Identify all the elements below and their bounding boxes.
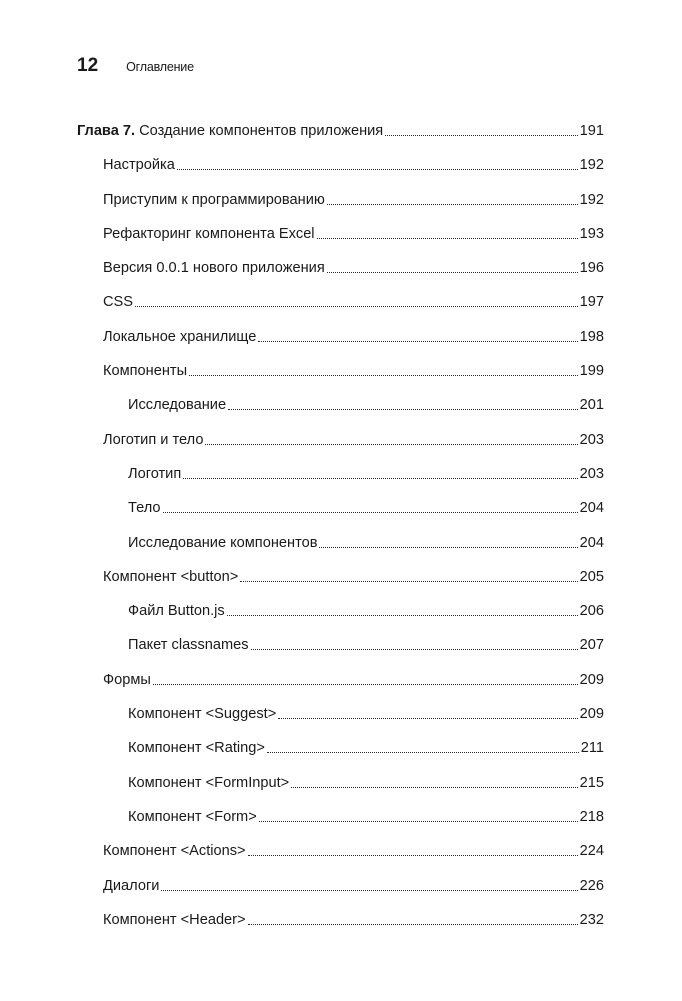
- toc-page-number: 209: [579, 706, 604, 723]
- toc-entry: [77, 277, 604, 311]
- toc-entry: [77, 895, 604, 929]
- toc-page-number: 224: [579, 843, 604, 860]
- toc-page-number: 203: [579, 431, 604, 448]
- toc-entry-label: Компонент <Header>: [103, 911, 246, 928]
- running-title: Оглавление: [126, 60, 194, 74]
- toc-page-number: 203: [579, 465, 604, 482]
- toc-page-number: 215: [579, 774, 604, 791]
- toc-entry-label: Логотип: [128, 465, 182, 482]
- toc-entry: [77, 346, 604, 380]
- chapter-title: Создание компонентов приложения: [135, 123, 384, 139]
- toc-page-number: 205: [579, 568, 604, 585]
- toc-entry: [77, 243, 604, 277]
- toc-entry: [77, 689, 604, 723]
- toc-entry-label: Компонент <Suggest>: [128, 706, 277, 723]
- toc-page-number: 207: [579, 637, 604, 654]
- toc-page-number: 199: [579, 363, 604, 380]
- toc-entry-label: Компонент <Rating>: [128, 740, 265, 757]
- toc-entry: [77, 552, 604, 586]
- toc-entry-label: Компонент <Form>: [128, 808, 257, 825]
- dot-leader: [258, 341, 577, 342]
- toc-entry: [77, 757, 604, 791]
- toc-page-number: 204: [579, 534, 604, 551]
- toc-entry-label: Пакет classnames: [128, 637, 249, 654]
- dot-leader: [327, 204, 578, 205]
- toc-entry-label: Тело: [128, 500, 161, 517]
- toc-page-number: 192: [579, 191, 604, 208]
- dot-leader: [205, 444, 577, 445]
- toc-entry: [77, 483, 604, 517]
- toc-entry-label: Компонент <Actions>: [103, 843, 246, 860]
- dot-leader: [327, 272, 578, 273]
- toc-entry: [77, 826, 604, 860]
- toc-page-number: 218: [579, 808, 604, 825]
- toc-entry-label: Рефакторинг компонента Excel: [103, 225, 315, 242]
- toc-page-number: 193: [579, 225, 604, 242]
- dot-leader: [183, 478, 577, 479]
- toc-entry: [77, 311, 604, 345]
- toc-entry-label: Файл Button.js: [128, 603, 225, 620]
- dot-leader: [248, 855, 578, 856]
- dot-leader: [278, 718, 577, 719]
- chapter-number: Глава 7.: [77, 123, 136, 139]
- toc-page-number: 232: [579, 911, 604, 928]
- dot-leader: [153, 684, 578, 685]
- toc-entry-label: CSS: [103, 294, 134, 311]
- dot-leader: [227, 615, 578, 616]
- toc-entry: [77, 380, 604, 414]
- dot-leader: [267, 752, 579, 753]
- dot-leader: [259, 821, 578, 822]
- toc-entry-label: Диалоги: [103, 877, 160, 894]
- toc-entry: [77, 517, 604, 551]
- toc-entry-label: Формы: [103, 671, 151, 688]
- toc-entry: [77, 140, 604, 174]
- dot-leader: [317, 238, 578, 239]
- toc-page-number: 192: [579, 157, 604, 174]
- toc-entry-label: Исследование: [128, 397, 227, 414]
- dot-leader: [177, 169, 578, 170]
- toc-entry: [77, 209, 604, 243]
- toc-page-number: 196: [579, 260, 604, 277]
- toc-page-number: 197: [579, 294, 604, 311]
- toc-entry-label: Компоненты: [103, 363, 188, 380]
- dot-leader: [135, 306, 578, 307]
- toc-entry-label: Логотип и тело: [103, 431, 204, 448]
- toc-entry: [77, 414, 604, 448]
- toc-entry: [77, 792, 604, 826]
- toc-page-number: 198: [579, 328, 604, 345]
- dot-leader: [251, 649, 578, 650]
- dot-leader: [228, 409, 578, 410]
- toc-entry: [77, 654, 604, 688]
- toc-entry-label: Компонент <button>: [103, 568, 239, 585]
- toc-entry: [77, 449, 604, 483]
- dot-leader: [240, 581, 577, 582]
- toc-entry-label: Локальное хранилище: [103, 328, 257, 345]
- dot-leader: [163, 512, 578, 513]
- table-of-contents: [77, 116, 604, 929]
- toc-entry-label: Приступим к программированию: [103, 191, 325, 208]
- toc-chapter-entry: [77, 116, 604, 140]
- toc-page-number: 201: [579, 397, 604, 414]
- page-number: 12: [77, 55, 99, 76]
- toc-entry-list: [77, 140, 604, 929]
- toc-chapter-label: [77, 123, 385, 140]
- toc-entry-label: Версия 0.0.1 нового приложения: [103, 260, 325, 277]
- toc-entry: [77, 620, 604, 654]
- toc-entry: [77, 723, 604, 757]
- toc-page-number: 209: [579, 671, 604, 688]
- dot-leader: [189, 375, 578, 376]
- toc-page-number: 226: [579, 877, 604, 894]
- toc-page-number: 191: [579, 123, 604, 139]
- dot-leader: [385, 135, 577, 136]
- toc-entry: [77, 174, 604, 208]
- dot-leader: [319, 547, 577, 548]
- toc-entry: [77, 860, 604, 894]
- toc-page-number: 204: [579, 500, 604, 517]
- toc-entry-label: Компонент <FormInput>: [128, 774, 290, 791]
- toc-page-number: 211: [580, 740, 604, 757]
- toc-entry-label: Настройка: [103, 157, 175, 174]
- dot-leader: [291, 787, 577, 788]
- running-head: [77, 55, 194, 77]
- dot-leader: [248, 924, 578, 925]
- toc-page-number: 206: [579, 603, 604, 620]
- toc-entry: [77, 586, 604, 620]
- toc-entry-label: Исследование компонентов: [128, 534, 318, 551]
- dot-leader: [161, 890, 577, 891]
